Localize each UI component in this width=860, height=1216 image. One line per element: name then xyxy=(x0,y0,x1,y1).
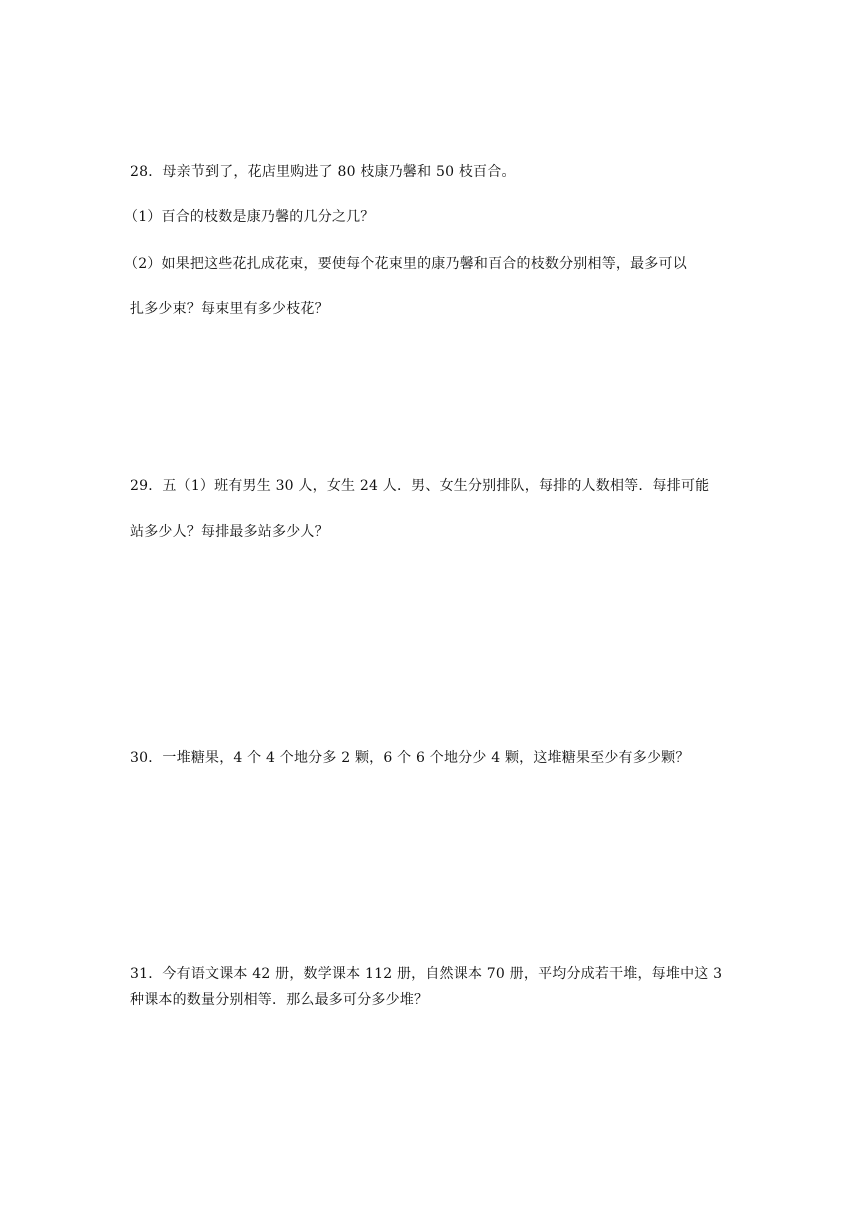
question-31-line-2: 种课本的数量分别相等．那么最多可分多少堆？ xyxy=(130,992,429,1008)
question-31-line-1: 31．今有语文课本 42 册，数学课本 112 册，自然课本 70 册，平均分成若干堆，每堆中这 3 xyxy=(130,966,723,982)
question-28-part-2-line-1: （2）如果把这些花扎成花束，要使每个花束里的康乃馨和百合的枝数分别相等，最多可以 xyxy=(124,256,687,272)
question-29-line-2: 站多少人？每排最多站多少人？ xyxy=(130,524,329,540)
question-28-line-1: 28．母亲节到了，花店里购进了 80 枝康乃馨和 50 枝百合。 xyxy=(130,164,516,180)
question-28-part-1: （1）百合的枝数是康乃馨的几分之几？ xyxy=(124,209,375,225)
question-28-part-2-line-2: 扎多少束？每束里有多少枝花？ xyxy=(130,301,329,317)
question-30-line-1: 30．一堆糖果，4 个 4 个地分多 2 颗，6 个 6 个地分少 4 颗，这堆糖果至少有多少颗？ xyxy=(130,750,690,766)
question-29-line-1: 29．五（1）班有男生 30 人，女生 24 人．男、女生分别排队，每排的人数相等．每排可能 xyxy=(130,478,710,494)
